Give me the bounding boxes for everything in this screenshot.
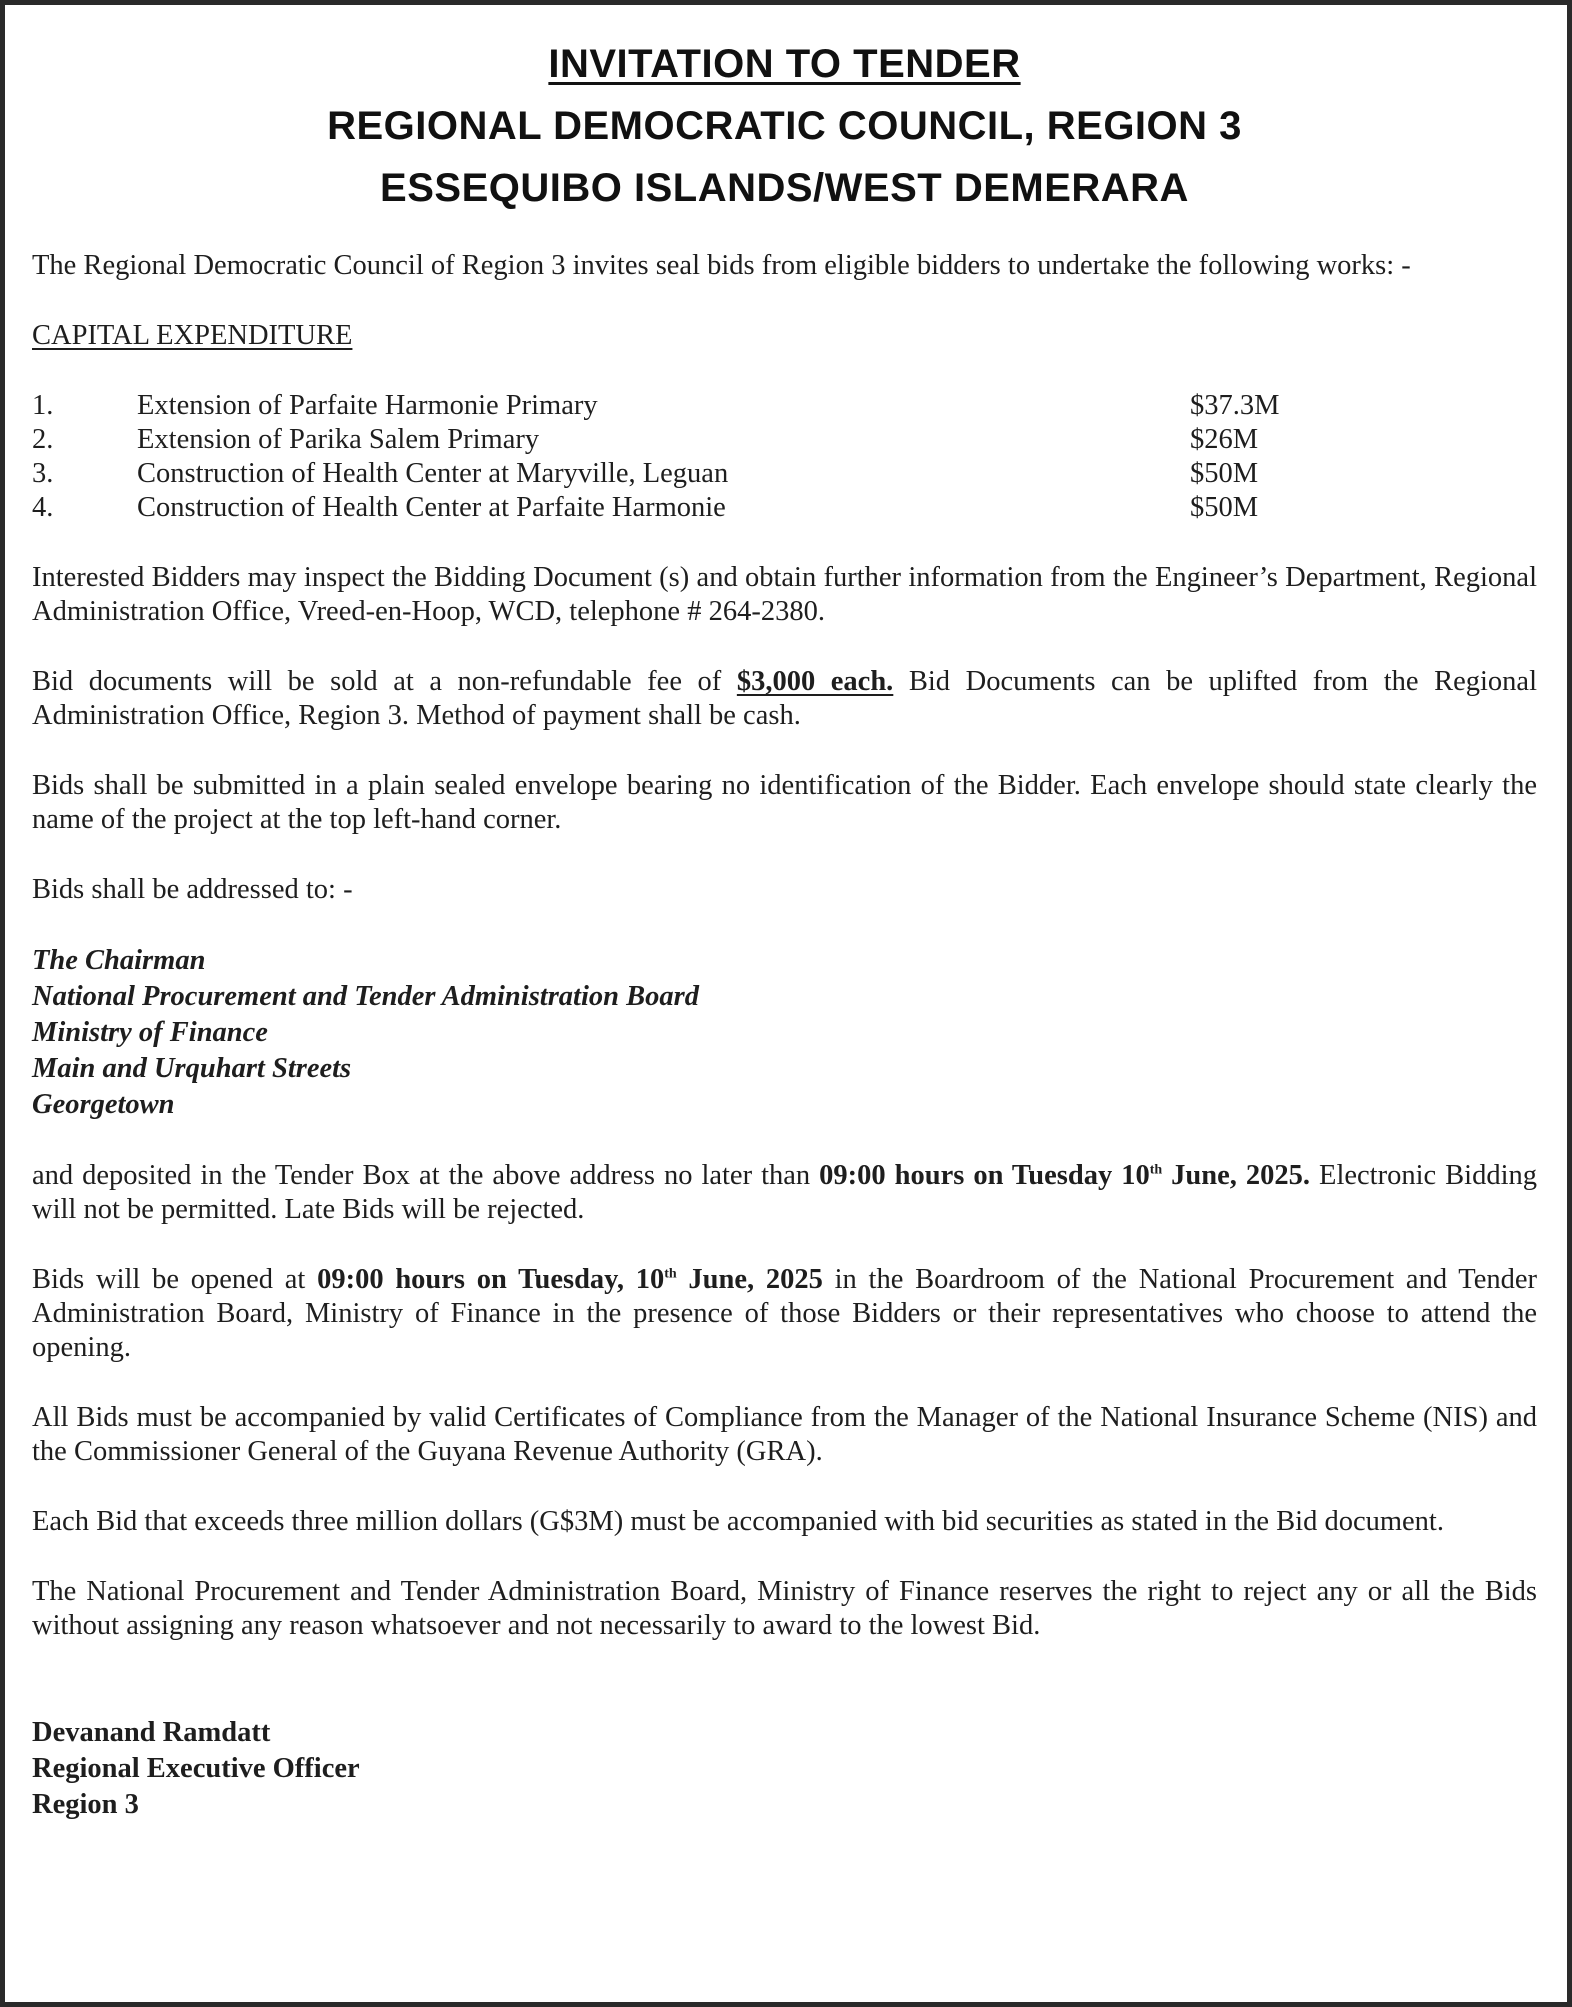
rejection-paragraph: The National Procurement and Tender Administration Board, Ministry of Finance reserves the right to reject any or all the Bids without assigning any reason whatsoever and not necessarily to award to the lowest Bid. <box>32 1576 1537 1641</box>
deposit-deadline-suffix: th <box>1149 1162 1163 1178</box>
deposit-text-end: Electronic Bidding will not be permitted. Late Bids will be rejected. <box>32 1160 1537 1225</box>
works-list-item <box>32 423 1537 457</box>
opening-text-end: in the Boardroom of the National Procurement and Tender Administration Board, Ministry of Finance in the presence of those Bidders or their representatives who choose to attend the opening. <box>32 1264 1538 1363</box>
item-amount: $50M <box>1190 458 1259 489</box>
works-list-item <box>32 457 1537 491</box>
item-description: Construction of Health Center at Maryville, Leguan <box>137 458 729 489</box>
address-line: Ministry of Finance <box>32 1017 268 1048</box>
notice-content <box>32 33 1537 1823</box>
signatory-name: Devanand Ramdatt <box>32 1717 271 1748</box>
inspection-paragraph: Interested Bidders may inspect the Bidding Document (s) and obtain further information from the Engineer’s Department, Regional Administration Office, Vreed-en-Hoop, WCD, telephone # 264-2380. <box>32 562 1537 627</box>
address-line: The Chairman <box>32 945 206 976</box>
deposit-text-start: and deposited in the Tender Box at the above address no later than <box>32 1160 820 1191</box>
fee-paragraph <box>32 665 1537 733</box>
notice-subtitle-region: ESSEQUIBO ISLANDS/WEST DEMERARA <box>380 166 1189 210</box>
envelope-paragraph: Bids shall be submitted in a plain sealed envelope bearing no identification of the Bidder. Each envelope should state clearly the name of the project at the top left-hand corner. <box>32 770 1537 835</box>
notice-title: INVITATION TO TENDER <box>548 42 1021 86</box>
item-description: Extension of Parfaite Harmonie Primary <box>137 390 598 421</box>
address-block <box>32 943 1537 1123</box>
item-number: 1. <box>32 390 54 421</box>
address-line: Georgetown <box>32 1089 175 1120</box>
opening-date: June, 2025 <box>676 1264 823 1295</box>
opening-time: 09:00 hours on Tuesday, 10 <box>317 1264 665 1295</box>
fee-amount: $3,000 each. <box>736 666 894 697</box>
fee-text-start: Bid documents will be sold at a non-refundable fee of <box>32 666 737 697</box>
opening-text-start: Bids will be opened at <box>32 1264 318 1295</box>
security-paragraph: Each Bid that exceeds three million dollars (G$3M) must be accompanied with bid securities as stated in the Bid document. <box>32 1506 1444 1537</box>
compliance-paragraph: All Bids must be accompanied by valid Certificates of Compliance from the Manager of the National Insurance Scheme (NIS) and the Commissioner General of the Guyana Revenue Authority (GRA). <box>32 1402 1537 1467</box>
item-description: Construction of Health Center at Parfaite Harmonie <box>137 492 726 523</box>
intro-paragraph: The Regional Democratic Council of Region 3 invites seal bids from eligible bidders to undertake the following works: - <box>32 250 1411 281</box>
item-description: Extension of Parika Salem Primary <box>137 424 540 455</box>
opening-time-suffix: th <box>664 1266 677 1282</box>
deposit-deadline: 09:00 hours on Tuesday 10 <box>819 1160 1150 1191</box>
signatory-region: Region 3 <box>32 1789 139 1820</box>
works-list <box>32 389 1537 525</box>
signatory-title: Regional Executive Officer <box>32 1753 360 1784</box>
item-number: 4. <box>32 492 54 523</box>
capital-expenditure-heading: CAPITAL EXPENDITURE <box>32 320 353 351</box>
fee-text-end: Bid Documents can be uplifted from the Regional Administration Office, Region 3. Method of payment shall be cash. <box>32 666 1537 731</box>
opening-paragraph <box>32 1263 1537 1365</box>
deposit-deadline-date: June, 2025. <box>1162 1160 1311 1191</box>
item-amount: $50M <box>1190 492 1259 523</box>
notice-subtitle-council: REGIONAL DEMOCRATIC COUNCIL, REGION 3 <box>327 104 1242 148</box>
item-amount: $37.3M <box>1190 390 1280 421</box>
address-line: Main and Urquhart Streets <box>32 1053 352 1084</box>
item-number: 3. <box>32 458 54 489</box>
item-amount: $26M <box>1190 424 1259 455</box>
address-line: National Procurement and Tender Administration Board <box>32 981 699 1012</box>
works-list-item <box>32 389 1537 423</box>
works-list-item <box>32 491 1537 525</box>
item-number: 2. <box>32 424 54 455</box>
signature-block <box>32 1715 1537 1823</box>
notice-body <box>32 249 1537 1823</box>
address-intro: Bids shall be addressed to: - <box>32 874 353 905</box>
deposit-paragraph <box>32 1159 1537 1227</box>
